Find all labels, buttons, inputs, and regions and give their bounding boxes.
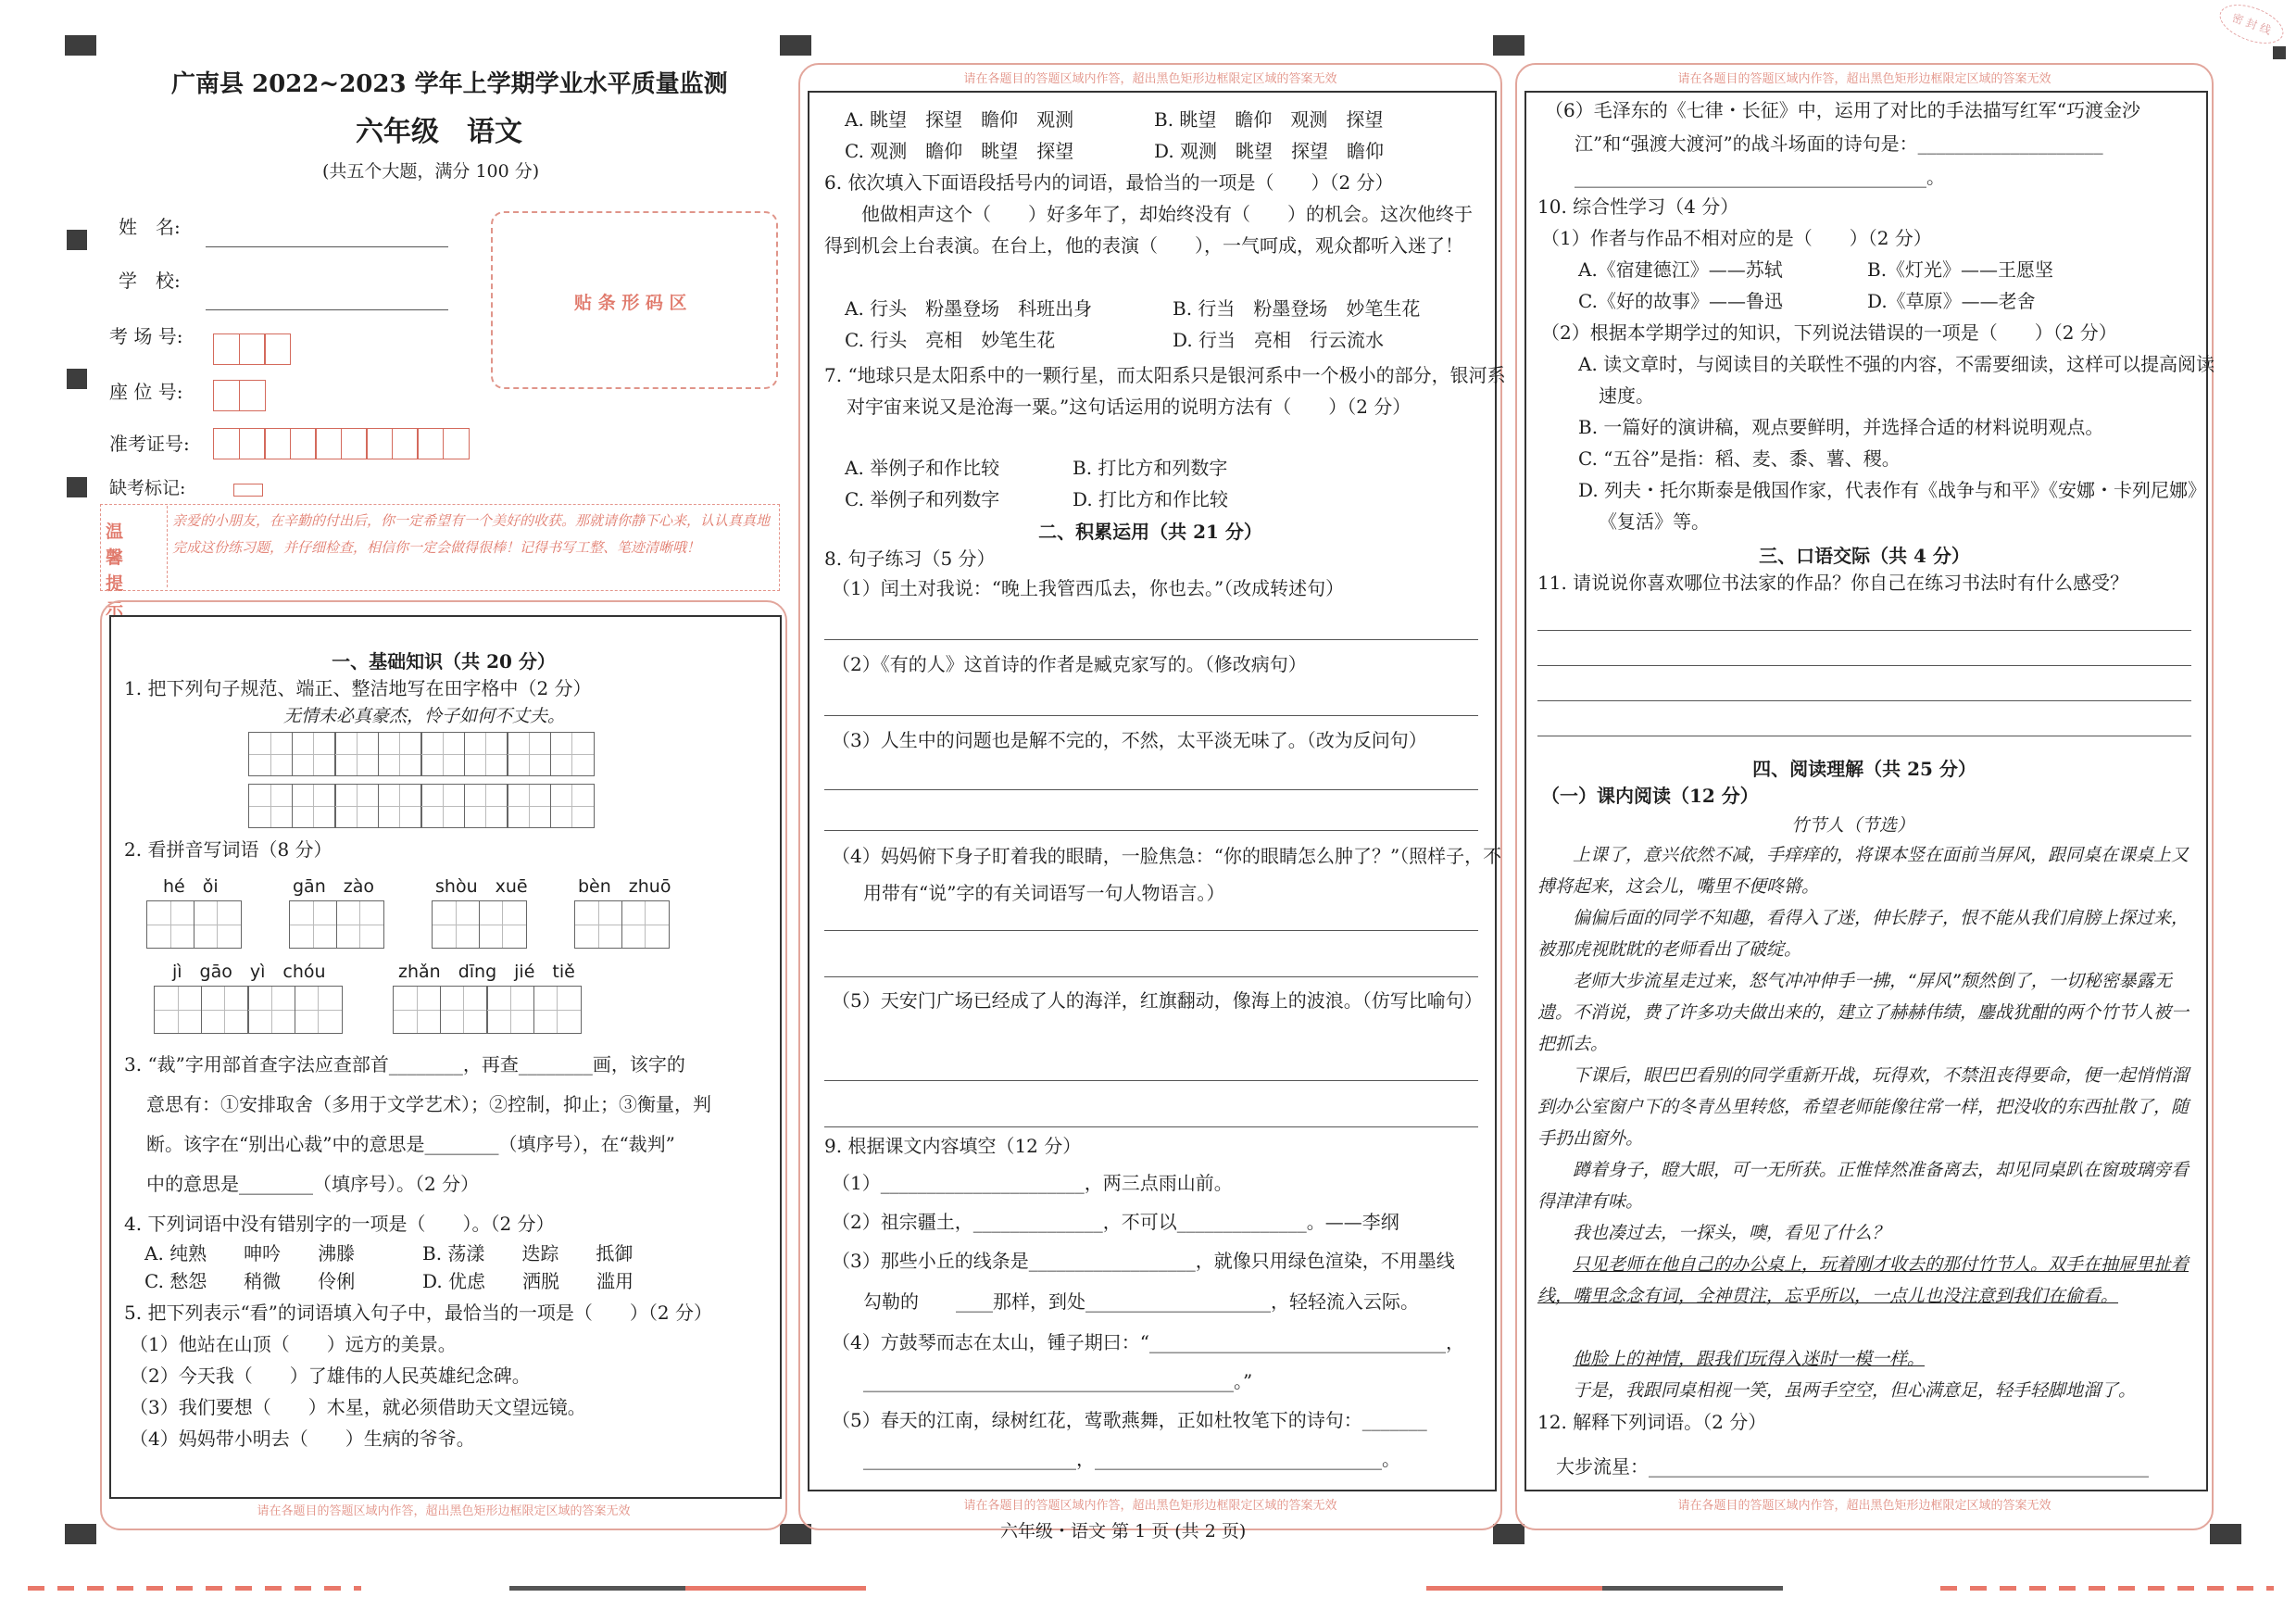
question-9-item-4b: ________________________________________。” bbox=[863, 1370, 1253, 1392]
top-notice: 请在各题目的答题区域内作答，超出黑色矩形边框限定区域的答案无效 bbox=[963, 72, 1337, 86]
question-9-item-3b: 勾勒的 ____那样，到处____________________，轻轻流入云际。 bbox=[863, 1290, 1419, 1313]
question-6-option-a: A. 行头 粉墨登场 科班出身 bbox=[845, 297, 1093, 320]
seat-label: 座 位 号: bbox=[109, 381, 183, 403]
tip-divider bbox=[167, 506, 168, 587]
ticket-label: 准考证号: bbox=[109, 433, 190, 455]
question-9-item-6b: 江”和“强渡大渡河”的战斗场面的诗句是：____________________ bbox=[1575, 132, 2103, 155]
question-6: 6. 依次填入下面语段括号内的词语，最恰当的一项是（ ）（2 分） bbox=[824, 171, 1394, 194]
answer-line[interactable] bbox=[824, 715, 1478, 716]
passage-paragraph-3: 老师大步流星走过来，怒气冲冲伸手一拂，“屏风”颓然倒了，一切秘密暴露无遗。不消说，费了许多功夫做出来的，建立了赫赫伟绩，鏖战犹酣的两个竹节人被一把抓去。 bbox=[1537, 971, 2189, 1054]
bottom-strip bbox=[1940, 1586, 2274, 1591]
question-9-item-5a: （5）春天的江南，绿树红花，莺歌燕舞，正如杜牧笔下的诗句：_______ bbox=[832, 1409, 1427, 1431]
registration-mark bbox=[2210, 1524, 2241, 1544]
question-5-option-d: D. 观测 眺望 探望 瞻仰 bbox=[1154, 140, 1385, 162]
pinyin-answer-5[interactable] bbox=[154, 986, 341, 1034]
answer-line[interactable] bbox=[824, 1080, 1478, 1081]
section-4-heading: 四、阅读理解（共 25 分） bbox=[1752, 758, 1976, 780]
ticket-boxes[interactable] bbox=[213, 428, 468, 459]
page-footer: 六年级・语文 第 1 页 (共 2 页) bbox=[1000, 1521, 1247, 1541]
question-10-2-option-d: D. 列夫・托尔斯泰是俄国作家，代表作有《战争与和平》《安娜・卡列尼娜》《复活》等。 bbox=[1578, 479, 2207, 533]
question-1-sentence: 无情未必真豪杰，怜子如何不丈夫。 bbox=[283, 706, 566, 726]
question-12: 12. 解释下列词语。（2 分） bbox=[1537, 1411, 1767, 1433]
question-5-option-c: C. 观测 瞻仰 眺望 探望 bbox=[845, 140, 1074, 162]
question-5-option-b: B. 眺望 瞻仰 观测 探望 bbox=[1154, 108, 1384, 131]
exam-subject: 六年级 语文 bbox=[356, 116, 522, 148]
question-9-item-6a: （6）毛泽东的《七律・长征》中，运用了对比的手法描写红军“巧渡金沙 bbox=[1545, 99, 2140, 121]
pinyin-answer-2[interactable] bbox=[289, 900, 383, 949]
seal-stamp: 密 封 线 bbox=[2214, 0, 2289, 51]
registration-mark bbox=[67, 369, 87, 389]
passage-paragraph-9: 于是，我跟同桌相视一笑，虽两手空空，但心满意足，轻手轻脚地溜了。 bbox=[1573, 1380, 2137, 1401]
passage-paragraph-7: 只见老师在他自己的办公桌上，玩着刚才收去的那付竹节人。双手在抽屉里扯着线，嘴里念念有词，全神贯注，忘乎所以，一点儿也没注意到我们在偷看。 bbox=[1537, 1254, 2189, 1306]
answer-line[interactable] bbox=[824, 830, 1478, 831]
bottom-strip bbox=[685, 1586, 866, 1591]
question-5-item-3: （3）我们要想（ ）木星，就必须借助天文望远镜。 bbox=[130, 1396, 586, 1418]
section-1-heading: 一、基础知识（共 20 分） bbox=[332, 650, 556, 673]
answer-line[interactable] bbox=[824, 789, 1478, 790]
exam-title: 广南县 2022~2023 学年上学期学业水平质量监测 bbox=[171, 70, 728, 98]
tip-label: 温 馨 提 示 bbox=[106, 522, 124, 620]
question-7: 7. “地球只是太阳系中的一颗行星，而太阳系只是银河系中一个极小的部分，银河系对宇宙来说又是沧海一粟。”这句话运用的说明方法有（ ）（2 分） bbox=[824, 364, 1506, 418]
question-5: 5. 把下列表示“看”的词语填入句子中，最恰当的一项是（ ）（2 分） bbox=[124, 1302, 712, 1324]
question-7-option-a: A. 举例子和作比较 bbox=[845, 457, 1000, 479]
passage-paragraph-8: 他脸上的神情，跟我们玩得入迷时一模一样。 bbox=[1573, 1349, 1926, 1369]
question-10-1-option-d: D.《草原》——老舍 bbox=[1867, 290, 2036, 312]
section-2-heading: 二、积累运用（共 21 分） bbox=[1038, 521, 1262, 543]
registration-mark bbox=[2273, 46, 2286, 59]
section-3-heading: 三、口语交际（共 4 分） bbox=[1759, 545, 1970, 567]
question-7-option-c: C. 举例子和列数字 bbox=[845, 488, 1000, 510]
school-field[interactable] bbox=[206, 309, 448, 310]
question-9-item-1: （1）______________________，两三点雨山前。 bbox=[832, 1172, 1233, 1194]
absent-label: 缺考标记: bbox=[109, 478, 186, 498]
question-12-item-1: 大步流星：______________________________________________________ bbox=[1556, 1455, 2149, 1478]
passage-paragraph-1: 上课了，意兴依然不减，手痒痒的，将课本竖在面前当屏风，跟同桌在课桌上又搏将起来，这会儿，嘴里不便咚锵。 bbox=[1537, 845, 2189, 897]
question-8-item-2: （2）《有的人》这首诗的作者是臧克家写的。（修改病句） bbox=[832, 653, 1307, 675]
room-boxes[interactable] bbox=[213, 333, 290, 365]
answer-line[interactable] bbox=[824, 976, 1478, 977]
question-4-option-d: D. 优虑 洒脱 滥用 bbox=[422, 1270, 634, 1292]
bottom-strip bbox=[509, 1586, 685, 1591]
pinyin-3: shòu xuē bbox=[435, 876, 528, 897]
question-10-2-option-c: C. “五谷”是指：稻、麦、黍、薯、稷。 bbox=[1578, 447, 1901, 470]
bottom-strip bbox=[1602, 1586, 1783, 1591]
passage-paragraph-6: 我也凑过去，一探头，噢，看见了什么？ bbox=[1573, 1223, 1890, 1243]
name-label: 姓 名: bbox=[119, 216, 181, 238]
answer-line[interactable] bbox=[824, 1126, 1478, 1127]
absent-checkbox[interactable] bbox=[233, 484, 263, 497]
question-9-item-4a: （4）方鼓琴而志在太山，锺子期曰：“________________________________， bbox=[832, 1331, 1464, 1353]
question-6-option-b: B. 行当 粉墨登场 妙笔生花 bbox=[1173, 297, 1421, 320]
pinyin-4: bèn zhuō bbox=[578, 876, 671, 897]
pinyin-1: hé ǒi bbox=[163, 876, 219, 897]
question-5-item-1: （1）他站在山顶（ ）远方的美景。 bbox=[130, 1333, 457, 1355]
question-6-option-c: C. 行头 亮相 妙笔生花 bbox=[845, 329, 1056, 351]
question-4: 4. 下列词语中没有错别字的一项是（ ）。（2 分） bbox=[124, 1213, 555, 1235]
question-3-line-4: 中的意思是________（填序号）。（2 分） bbox=[146, 1173, 480, 1195]
passage-paragraph-5: 蹲着身子，瞪大眼，可一无所获。正惟悻然准备离去，却见同桌趴在窗玻璃旁看得津津有味。 bbox=[1537, 1160, 2189, 1212]
answer-line[interactable] bbox=[1537, 700, 2191, 701]
seat-boxes[interactable] bbox=[213, 380, 264, 411]
writing-grid-row-2[interactable] bbox=[248, 784, 593, 828]
top-notice: 请在各题目的答题区域内作答，超出黑色矩形边框限定区域的答案无效 bbox=[1677, 72, 2051, 86]
question-3-line-1: 3. “裁”字用部首查字法应查部首________，再查________画，该字的 bbox=[124, 1053, 685, 1076]
question-9-item-2: （2）祖宗疆土，______________，不可以______________。——李纲 bbox=[832, 1211, 1399, 1233]
question-10: 10. 综合性学习（4 分） bbox=[1537, 195, 1739, 218]
question-8-item-3: （3）人生中的问题也是解不完的，不然，太平淡无味了。（改为反问句） bbox=[832, 729, 1427, 751]
registration-mark bbox=[1493, 1524, 1524, 1544]
pinyin-2: gān zào bbox=[293, 876, 374, 897]
question-10-part-1: （1）作者与作品不相对应的是（ ）（2 分） bbox=[1541, 227, 1932, 249]
registration-mark bbox=[65, 1524, 96, 1544]
reading-part-1: （一）课内阅读（12 分） bbox=[1541, 785, 1759, 807]
school-label: 学 校: bbox=[119, 270, 181, 292]
pinyin-answer-1[interactable] bbox=[146, 900, 240, 949]
tip-text: 亲爱的小朋友，在辛勤的付出后，你一定希望有一个美好的收获。那就请你静下心来，认认真真地完成这份练习题，并仔细检查，相信你一定会做得很棒！记得书写工整、笔迹清晰哦！ bbox=[172, 512, 771, 556]
question-9: 9. 根据课文内容填空（12 分） bbox=[824, 1135, 1082, 1157]
question-1: 1. 把下列句子规范、端正、整洁地写在田字格中（2 分） bbox=[124, 677, 592, 699]
question-11: 11. 请说说你喜欢哪位书法家的作品？你自己在练习书法时有什么感受？ bbox=[1537, 572, 2129, 594]
question-10-2-option-b: B. 一篇好的演讲稿，观点要鲜明，并选择合适的材料说明观点。 bbox=[1578, 416, 2104, 438]
question-5-option-a: A. 眺望 探望 瞻仰 观测 bbox=[845, 108, 1074, 131]
question-10-1-option-c: C.《好的故事》——鲁迅 bbox=[1578, 290, 1783, 312]
pinyin-answer-3[interactable] bbox=[432, 900, 525, 949]
passage-title: 竹节人（节选） bbox=[1791, 815, 1915, 836]
registration-mark bbox=[67, 230, 87, 250]
answer-line[interactable] bbox=[824, 930, 1478, 931]
passage-paragraph-4: 下课后，眼巴巴看别的同学重新开战，玩得欢，不禁沮丧得要命，便一起悄悄溜到办公室窗户下的冬青丛里转悠，希望老师能像往常一样，把没收的东西扯散了，随手扔出窗外。 bbox=[1537, 1065, 2189, 1149]
pinyin-6: zhǎn dīng jié tiě bbox=[398, 962, 575, 982]
answer-line[interactable] bbox=[824, 639, 1478, 640]
question-8-item-5: （5）天安门广场已经成了人的海洋，红旗翻动，像海上的波浪。（仿写比喻句） bbox=[832, 989, 1483, 1012]
question-7-option-b: B. 打比方和列数字 bbox=[1073, 457, 1228, 479]
registration-mark bbox=[67, 477, 87, 497]
question-5-item-2: （2）今天我（ ）了雄伟的人民英雄纪念碑。 bbox=[130, 1365, 531, 1387]
question-5-item-4: （4）妈妈带小明去（ ）生病的爷爷。 bbox=[130, 1428, 475, 1450]
question-4-option-a: A. 纯熟 呻吟 沸滕 bbox=[144, 1242, 356, 1264]
question-9-item-6c: ______________________________________。 bbox=[1575, 166, 1945, 188]
question-9-item-3a: （3）那些小丘的线条是__________________，就像只用绿色渲染，不用墨线 bbox=[832, 1250, 1455, 1272]
question-3-line-3: 断。该字在“别出心裁”中的意思是________（填序号），在“裁判” bbox=[146, 1133, 675, 1155]
room-label: 考 场 号: bbox=[109, 325, 183, 347]
bottom-strip bbox=[28, 1586, 361, 1591]
registration-mark bbox=[780, 35, 811, 56]
answer-line[interactable] bbox=[1537, 665, 2191, 666]
question-2: 2. 看拼音写词语（8 分） bbox=[124, 838, 332, 861]
registration-mark bbox=[1493, 35, 1524, 56]
question-10-1-option-b: B.《灯光》——王愿坚 bbox=[1867, 258, 2054, 281]
question-9-item-5b: _______________________，_______________________________。 bbox=[863, 1448, 1400, 1470]
question-4-option-c: C. 愁怨 稍微 伶俐 bbox=[144, 1270, 356, 1292]
pinyin-answer-4[interactable] bbox=[574, 900, 668, 949]
question-7-option-d: D. 打比方和作比较 bbox=[1073, 488, 1229, 510]
question-8-item-1: （1）闰土对我说：“晚上我管西瓜去，你也去。”（改成转述句） bbox=[832, 577, 1345, 599]
passage-paragraph-2: 偏偏后面的同学不知趣，看得入了迷，伸长脖子，恨不能从我们肩膀上探过来，被那虎视眈眈的老师看出了破绽。 bbox=[1537, 908, 2189, 960]
question-8: 8. 句子练习（5 分） bbox=[824, 547, 996, 570]
registration-mark bbox=[65, 35, 96, 56]
question-8-item-4: （4）妈妈俯下身子盯着我的眼睛，一脸焦急：“你的眼睛怎么肿了？”（照样子，不用带有“说”字的有关词语写一句人物语言。） bbox=[832, 845, 1502, 904]
question-6-option-d: D. 行当 亮相 行云流水 bbox=[1173, 329, 1385, 351]
pinyin-5: jì gāo yì chóu bbox=[172, 962, 326, 982]
bottom-strip bbox=[1426, 1586, 1602, 1591]
bottom-notice: 请在各题目的答题区域内作答，超出黑色矩形边框限定区域的答案无效 bbox=[257, 1504, 631, 1518]
barcode-label: 贴 条 形 码 区 bbox=[574, 293, 687, 313]
name-field[interactable] bbox=[206, 246, 448, 247]
question-6-passage: 他做相声这个（ ）好多年了，却始终没有（ ）的机会。这次他终于得到机会上台表演。在台上，他的表演（ ），一气呵成，观众都听入迷了！ bbox=[824, 203, 1473, 257]
pinyin-answer-6[interactable] bbox=[393, 986, 580, 1034]
question-10-1-option-a: A.《宿建德江》——苏轼 bbox=[1578, 258, 1783, 281]
bottom-notice: 请在各题目的答题区域内作答，超出黑色矩形边框限定区域的答案无效 bbox=[1677, 1499, 2051, 1513]
bottom-notice: 请在各题目的答题区域内作答，超出黑色矩形边框限定区域的答案无效 bbox=[963, 1499, 1337, 1513]
question-3-line-2: 意思有：①安排取舍（多用于文学艺术）；②控制，抑止；③衡量，判 bbox=[146, 1093, 711, 1115]
question-10-part-2: （2）根据本学期学过的知识，下列说法错误的一项是（ ）（2 分） bbox=[1541, 321, 2117, 344]
exam-note: (共五个大题，满分 100 分) bbox=[322, 161, 540, 182]
question-4-option-b: B. 荡漾 迭踪 抵御 bbox=[422, 1242, 634, 1264]
question-10-2-option-a: A. 读文章时，与阅读目的关联性不强的内容，不需要细读，这样可以提高阅读速度。 bbox=[1578, 353, 2215, 407]
writing-grid-row-1[interactable] bbox=[248, 732, 593, 776]
answer-line[interactable] bbox=[1537, 630, 2191, 631]
